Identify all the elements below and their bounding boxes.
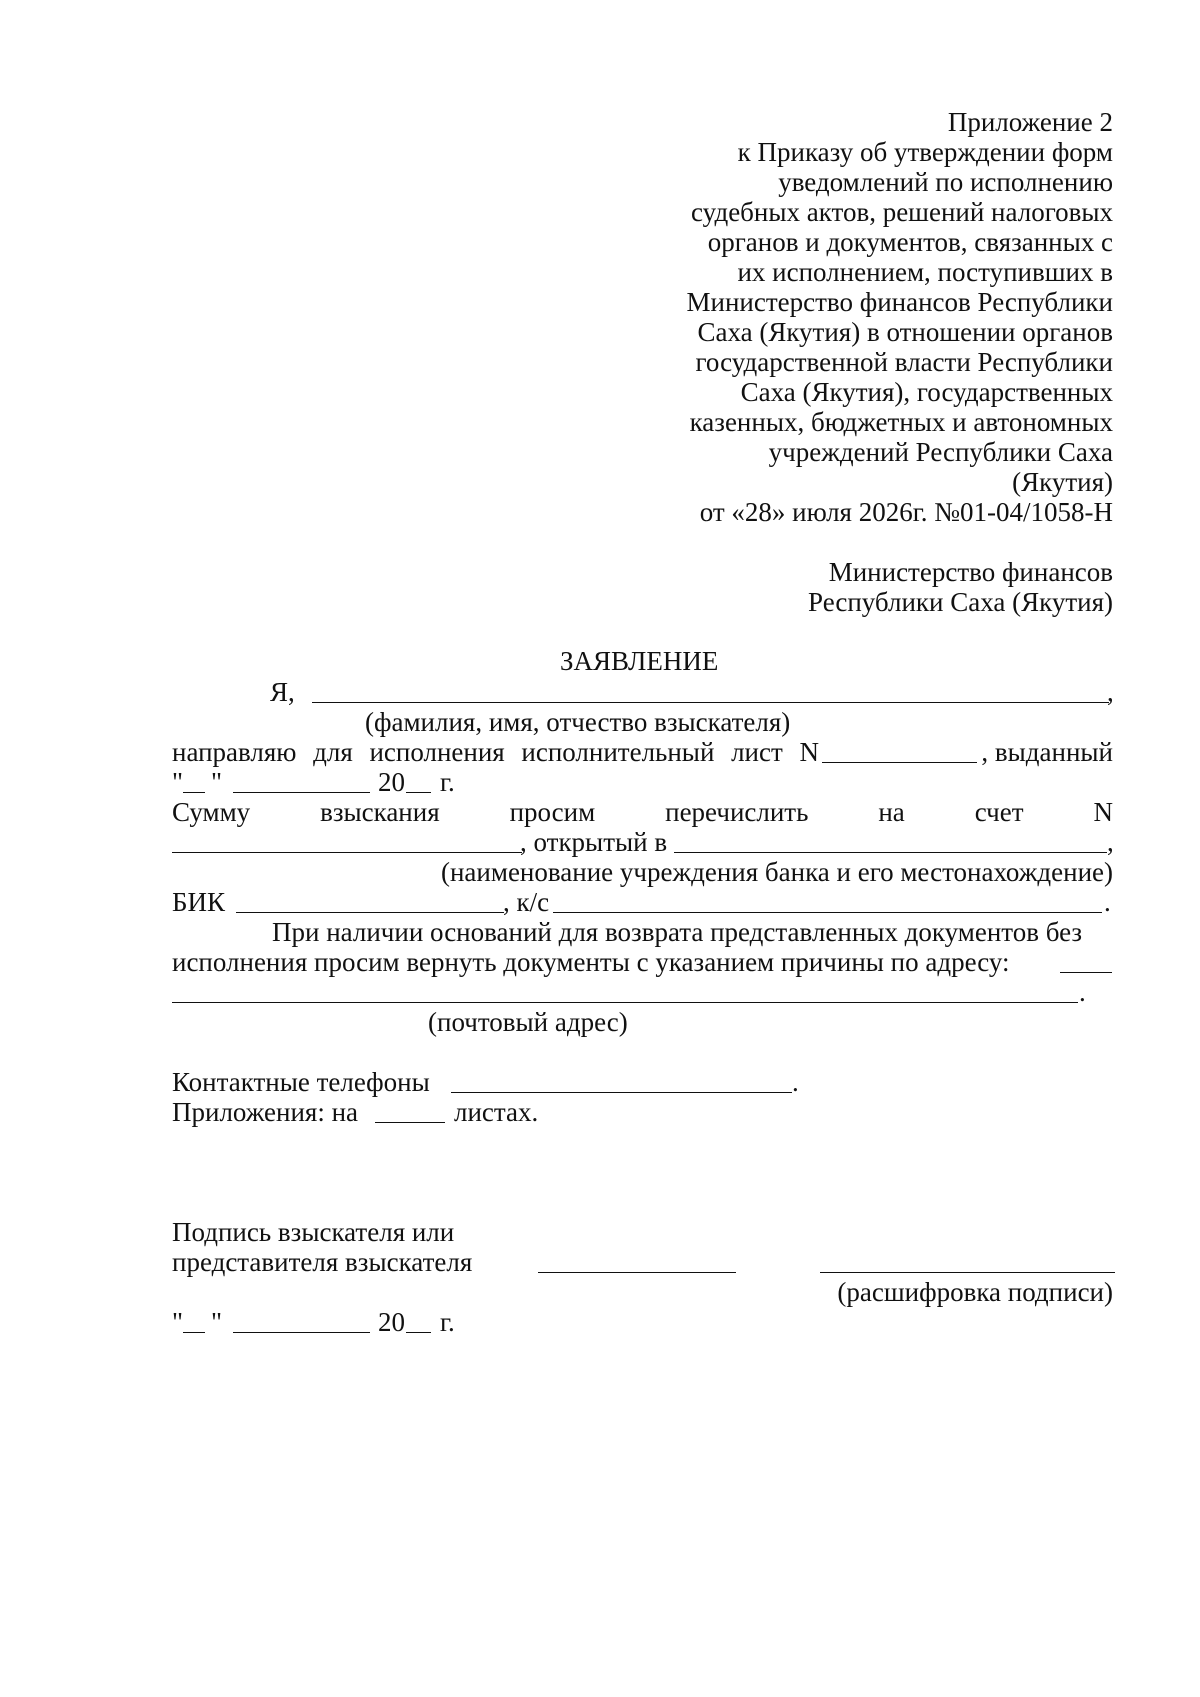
- bank-name-field[interactable]: [674, 852, 1107, 853]
- issued-label: , выданный: [981, 737, 1113, 767]
- word: N: [799, 737, 819, 767]
- dot: .: [1079, 977, 1086, 1007]
- i-label: Я,: [270, 677, 295, 707]
- header-line: органов и документов, связанных с: [707, 227, 1113, 257]
- word: перечислить: [665, 797, 809, 827]
- account-number-field[interactable]: [172, 852, 522, 853]
- return-text-line2: исполнения просим вернуть документы с указанием причины по адресу:: [172, 947, 1010, 977]
- ks-field[interactable]: [553, 912, 1102, 913]
- document-title: ЗАЯВЛЕНИЕ: [560, 646, 719, 676]
- phones-label: Контактные телефоны: [172, 1067, 430, 1097]
- attachments-sheets-field[interactable]: [375, 1122, 445, 1123]
- header-line: (Якутия): [1012, 467, 1113, 497]
- attachments-label: Приложения: на: [172, 1097, 359, 1127]
- quote-close: ": [211, 1307, 223, 1337]
- word: для: [313, 737, 353, 767]
- quote-open: ": [172, 767, 184, 797]
- comma: ,: [1107, 827, 1114, 857]
- word: взыскания: [320, 797, 440, 827]
- header-line: Приложение 2: [947, 107, 1113, 137]
- sign-month-field[interactable]: [233, 1332, 370, 1333]
- sign-day-field[interactable]: [183, 1332, 205, 1333]
- bik-label: БИК: [172, 887, 226, 917]
- issue-year-field[interactable]: [406, 792, 431, 793]
- comma: ,: [1107, 677, 1114, 707]
- dot: .: [1104, 887, 1111, 917]
- word: N: [1093, 797, 1113, 827]
- dot: .: [792, 1067, 799, 1097]
- word: исполнительный: [521, 737, 715, 767]
- addressee-line: Республики Саха (Якутия): [808, 587, 1113, 617]
- header-line: Саха (Якутия) в отношении органов: [697, 317, 1113, 347]
- header-line: уведомлений по исполнению: [778, 167, 1113, 197]
- word: просим: [509, 797, 596, 827]
- header-line: государственной власти Республики: [695, 347, 1113, 377]
- writ-number-field[interactable]: [822, 762, 977, 763]
- header-line: их исполнением, поступивших в: [737, 257, 1113, 287]
- signature-field[interactable]: [538, 1272, 736, 1273]
- signature-decode-field[interactable]: [820, 1272, 1115, 1273]
- signature-label-line2: представителя взыскателя: [172, 1247, 473, 1277]
- header-line: Саха (Якутия), государственных: [740, 377, 1113, 407]
- ks-label: , к/с: [503, 887, 550, 917]
- header-line: учреждений Республики Саха: [768, 437, 1113, 467]
- sign-year-field[interactable]: [406, 1332, 431, 1333]
- word: направляю: [172, 737, 297, 767]
- word: Сумму: [172, 797, 251, 827]
- signature-label-line1: Подпись взыскателя или: [172, 1217, 455, 1247]
- send-line-words: [172, 736, 819, 768]
- attachments-suffix: листах.: [454, 1097, 539, 1127]
- postal-address-field[interactable]: [172, 1002, 1078, 1003]
- header-line: казенных, бюджетных и автономных: [689, 407, 1113, 437]
- postal-address-field-start[interactable]: [1060, 972, 1112, 973]
- word: исполнения: [369, 737, 505, 767]
- header-line: Министерство финансов Республики: [686, 287, 1113, 317]
- word: счет: [974, 797, 1024, 827]
- year-prefix: 20: [378, 1307, 405, 1337]
- return-text-line1: При наличии оснований для возврата представленных документов без: [272, 917, 1083, 947]
- word: лист: [731, 737, 783, 767]
- bik-field[interactable]: [236, 912, 504, 913]
- addressee-line: Министерство финансов: [828, 557, 1113, 587]
- sum-line-words: [172, 796, 1113, 828]
- word: на: [878, 797, 905, 827]
- year-g: г.: [440, 767, 455, 797]
- year-g: г.: [440, 1307, 455, 1337]
- header-line: от «28» июля 2026г. №01-04/1058-Н: [699, 497, 1113, 527]
- fio-field[interactable]: [312, 702, 1109, 703]
- issue-month-field[interactable]: [233, 792, 370, 793]
- header-line: к Приказу об утверждении форм: [737, 137, 1113, 167]
- quote-open: ": [172, 1307, 184, 1337]
- signature-decode-hint: (расшифровка подписи): [837, 1277, 1113, 1307]
- opened-in-label: , открытый в: [520, 827, 668, 857]
- fio-hint: (фамилия, имя, отчество взыскателя): [365, 707, 791, 737]
- phones-field[interactable]: [451, 1092, 792, 1093]
- year-prefix: 20: [378, 767, 405, 797]
- quote-close: ": [211, 767, 223, 797]
- issue-day-field[interactable]: [183, 792, 205, 793]
- postal-hint: (почтовый адрес): [428, 1007, 628, 1037]
- header-line: судебных актов, решений налоговых: [691, 197, 1113, 227]
- bank-hint: (наименование учреждения банка и его местонахождение): [440, 857, 1113, 887]
